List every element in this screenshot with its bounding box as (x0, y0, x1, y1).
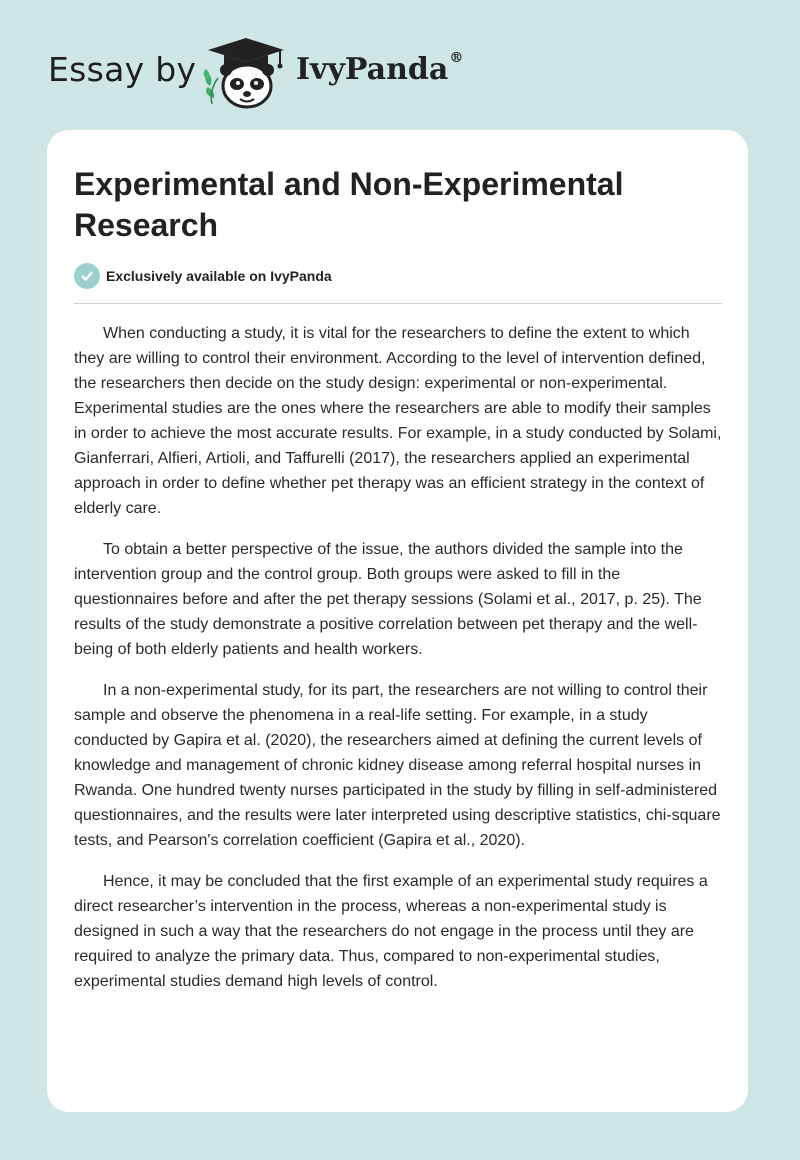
essay-by-label: Essay by (48, 50, 197, 89)
paragraph-1: When conducting a study, it is vital for the researchers to define the extent to which they are willing to control their environment. According to the level of intervention defined, the researchers then decide on the study design: experimental or non-experimental. Experimental studies are the ones where the researchers are able to modify their samples in order to achieve the most accurate results. For example, in a study conducted by Solami, Gianferrari, Alfieri, Artioli, and Taffurelli (2017), the researchers applied an experimental approach in order to define whether pet therapy was an efficient strategy in the context of elderly care. (74, 325, 722, 517)
page-title: Experimental and Non-Experimental Research (74, 166, 624, 243)
exclusive-badge (74, 263, 332, 289)
site-header (0, 0, 800, 130)
brand-name[interactable]: IvyPanda® (296, 50, 464, 87)
paragraph-2: To obtain a better perspective of the issue, the authors divided the sample into the intervention group and the control group. Both groups were asked to fill in the questionnaires before and after the pet therapy sessions (Solami et al., 2017, p. 25). The results of the study demonstrate a positive correlation between pet therapy and the well-being of both elderly patients and health workers. (74, 541, 702, 658)
registered-mark: ® (449, 50, 464, 66)
check-icon (74, 263, 100, 289)
essay-body (74, 321, 722, 1010)
essay-card (47, 130, 748, 1112)
paragraph-3: In a non-experimental study, for its part, the researchers are not willing to control their sample and observe the phenomena in a real-life setting. For example, in a study conducted by Gapira et al. (2020), the researchers aimed at defining the current levels of knowledge and management of chronic kidney disease among referral hospital nurses in Rwanda. One hundred twenty nurses participated in the study by filling in self-administered questionnaires, and the results were later interpreted using descriptive statistics, chi-square tests, and Pearson's correlation coefficient (Gapira et al., 2020). (74, 682, 721, 849)
divider (74, 303, 722, 304)
paragraph-4: Hence, it may be concluded that the first example of an experimental study requires a direct researcher’s intervention in the process, whereas a non-experimental study is designed in such a way that the researchers do not engage in the process until they are required to analyze the primary data. Thus, compared to non-experimental studies, experimental studies demand high levels of control. (74, 873, 708, 990)
ivypanda-logo-icon[interactable] (200, 36, 292, 110)
badge-label: Exclusively available on IvyPanda (106, 268, 332, 284)
